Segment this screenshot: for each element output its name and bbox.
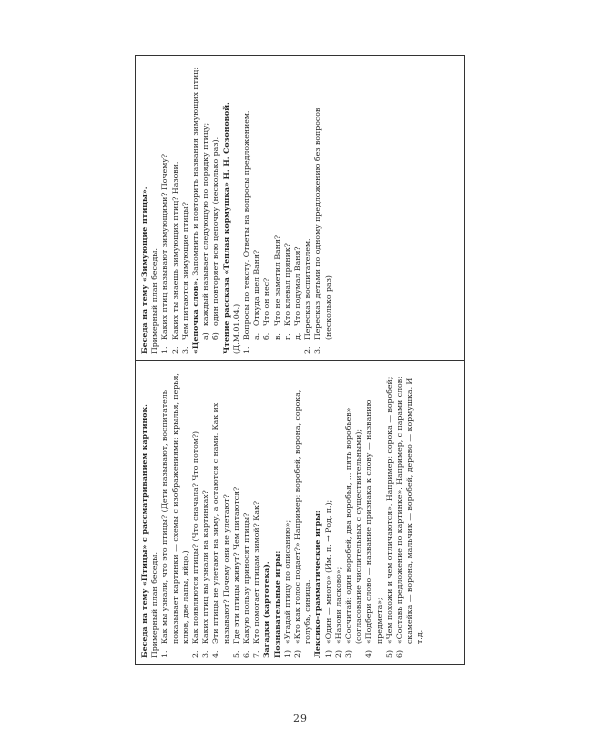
final-list — [303, 62, 334, 354]
item-number: 6) — [395, 649, 405, 658]
item-text: один повторяет всю цепочку (несколько раз). — [211, 136, 221, 326]
list-item — [160, 367, 191, 658]
chain-paragraph — [191, 62, 201, 354]
item-number: 7. — [252, 650, 262, 658]
rotated-page — [135, 55, 465, 665]
right-questions — [160, 62, 191, 354]
list-item — [344, 367, 364, 658]
list-item — [242, 62, 252, 354]
page-number: 29 — [293, 712, 307, 725]
item-number: 4. — [211, 650, 221, 658]
item-text: Вопросы по тексту. Ответы на вопросы предложением. — [242, 110, 252, 340]
item-text: Что подумал Ваня? — [293, 246, 303, 326]
item-text: «Сосчитай: один воробей, два воробья, ... пять воробьев» (согласование числительных с существительными); — [344, 407, 364, 644]
list-item — [252, 367, 262, 658]
item-number: а) — [201, 332, 211, 340]
list-item — [181, 62, 191, 354]
item-number: 1) — [323, 649, 333, 658]
item-text: «Один — много» (Им. п. → Род. п.); — [323, 499, 333, 644]
item-number: 1. — [242, 346, 252, 354]
left-plan: Примерный план беседы. — [150, 552, 160, 658]
item-number: 5) — [384, 649, 394, 658]
list-item — [395, 367, 426, 658]
left-questions — [160, 367, 262, 658]
item-number: 5. — [231, 650, 241, 658]
item-text: Каких птиц называют зимующими? Почему? — [160, 153, 170, 340]
item-number: 6. — [242, 650, 252, 658]
cognitive-games-list — [283, 367, 314, 658]
list-item — [242, 367, 252, 658]
item-number: 2. — [303, 346, 313, 354]
chain-list — [201, 62, 221, 354]
item-text: Что он нес? — [262, 277, 272, 326]
item-number: 3) — [344, 649, 354, 658]
item-text: Пересказ воспитателем. — [303, 238, 313, 340]
item-number: 2. — [191, 650, 201, 658]
lexical-games-heading: Лексико-грамматические игры: — [313, 510, 323, 658]
item-text: Кто клевал пряник? — [282, 243, 292, 326]
item-text: Где эти птицы живут? Чем питаются? — [231, 486, 241, 644]
list-item — [293, 367, 313, 658]
list-item — [293, 62, 303, 340]
list-item — [160, 62, 170, 354]
reading-title: Чтение рассказа «Теплая кормушка» Н. Н. Созоновой. — [221, 102, 231, 354]
list-item — [273, 62, 283, 340]
lesson-table — [135, 55, 465, 665]
list-item — [283, 62, 293, 340]
list-item — [313, 62, 333, 354]
item-number: а. — [252, 332, 262, 340]
list-item — [191, 367, 201, 658]
riddles-heading: Загадки (картотека). — [262, 561, 272, 658]
item-text: «Угадай птицу по описанию»; — [282, 519, 292, 644]
item-text: Кто помогает птицам зимой? Как? — [252, 500, 262, 644]
item-number: г. — [282, 333, 292, 340]
item-number: в. — [272, 333, 282, 340]
item-number: 4) — [364, 649, 374, 658]
right-title: Беседа на тему «Зимующие птицы». — [140, 186, 149, 354]
item-text: Каких птиц вы узнали на картинках? — [201, 490, 211, 644]
lexical-games-list — [324, 367, 426, 658]
item-number: 1. — [160, 346, 170, 354]
list-item — [171, 62, 181, 354]
right-plan: Примерный план беседы. — [150, 248, 160, 354]
left-title: Беседа на тему «Птицы» с рассматриванием картинок. — [140, 404, 149, 658]
item-text: «Подбери слово — название признака к слову — названию предмета»; — [364, 399, 384, 644]
item-number: 3. — [201, 650, 211, 658]
item-number: д. — [293, 332, 303, 340]
list-item — [334, 367, 344, 658]
item-text: каждый называет следующую по порядку птицу; — [201, 122, 211, 326]
item-text: Откуда шел Ваня? — [252, 249, 262, 326]
item-text: Эти птицы не улетают на зиму, а остаются с нами. Как их называют? Почему они не улетают? — [211, 402, 231, 644]
item-text: Как появляются птицы? (Что сначала? Что потом?) — [191, 430, 201, 644]
item-text: Как мы узнали, что это птицы? (Дети называют, воспитатель показывает картинки — схемы с изображениями: крылья, перья, клюв, две лапы, яйцо.) — [160, 373, 190, 644]
item-text: Чем питаются зимующие птицы? — [180, 202, 190, 340]
chain-title: «Цепочка слов». — [191, 278, 201, 354]
list-item — [211, 367, 231, 658]
list-item — [364, 367, 384, 658]
item-text: «Кто как голос подает?» Например: воробей, ворона, сорока, голубь, синица. — [293, 389, 313, 644]
reading-list — [242, 62, 252, 354]
right-column — [136, 56, 464, 360]
item-number: б. — [262, 332, 272, 340]
item-text: «Назови ласково»; — [333, 566, 343, 644]
item-number: б) — [211, 332, 221, 340]
cognitive-games-heading: Познавательные игры: — [272, 550, 282, 658]
chain-text: Запомнить и повторить названия зимующих птиц: — [191, 67, 201, 279]
list-item — [262, 62, 272, 340]
text-questions-list — [252, 62, 303, 354]
item-number: 3. — [180, 346, 190, 354]
item-number: 1) — [282, 649, 292, 658]
list-item — [283, 367, 293, 658]
item-text: Пересказ детьми по одному предложению без вопросов (несколько раз) — [313, 107, 333, 340]
item-text: «Чем похожи и чем отличаются». Например: сорока — воробей; — [384, 376, 394, 644]
item-number: 2) — [333, 649, 343, 658]
item-number: 2) — [293, 649, 303, 658]
list-item — [201, 367, 211, 658]
list-item — [232, 367, 242, 658]
list-item — [201, 62, 211, 340]
item-text: Какую пользу приносят птицы? — [242, 512, 252, 644]
item-text: Что не заметил Ваня? — [272, 235, 282, 326]
left-column — [136, 360, 464, 664]
list-item — [324, 367, 334, 658]
list-item — [303, 62, 313, 354]
item-number: 3. — [313, 346, 323, 354]
item-number: 2. — [170, 346, 180, 354]
list-item — [385, 367, 395, 658]
item-text: Каких ты знаешь зимующих птиц? Назови. — [170, 161, 180, 340]
list-item — [252, 62, 262, 340]
item-text: «Составь предложение по картинке». Например, с парами слов: скамейка — ворона, мальчик — воробей, дерево — кормушка. И т.д. — [395, 376, 425, 644]
item-number: 1. — [160, 650, 170, 658]
list-item — [211, 62, 221, 340]
reading-ref: (Д.М.01.04.) — [231, 303, 241, 354]
